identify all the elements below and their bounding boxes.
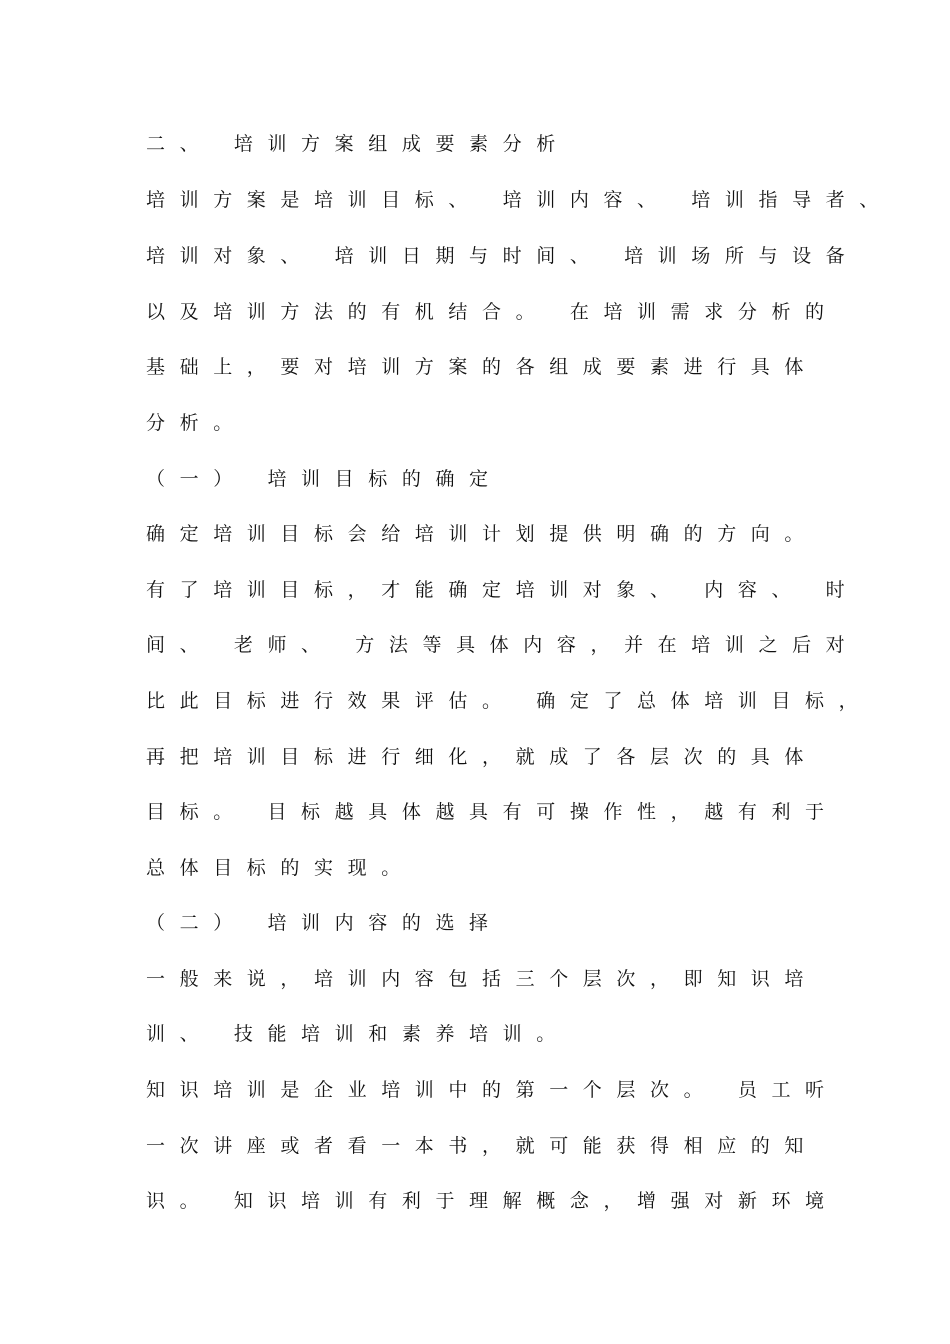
paragraph-line: 再把培训目标进行细化，就成了各层次的具体 bbox=[146, 746, 819, 768]
paragraph-line: 比此目标进行效果评估。 确定了总体培训目标， bbox=[146, 690, 873, 712]
paragraph-line: 一般来说，培训内容包括三个层次，即知识培 bbox=[146, 968, 819, 990]
paragraph-line: 目标。 目标越具体越具有可操作性，越有利于 bbox=[146, 801, 839, 823]
paragraph-line: 总体目标的实现。 bbox=[146, 857, 415, 879]
paragraph-line: 一次讲座或者看一本书，就可能获得相应的知 bbox=[146, 1135, 819, 1157]
subsection-heading: （一） 培训目标的确定 bbox=[146, 468, 503, 490]
paragraph-line: 间、 老师、 方法等具体内容，并在培训之后对 bbox=[146, 634, 860, 656]
paragraph-line: 识。 知识培训有利于理解概念，增强对新环境 bbox=[146, 1190, 839, 1212]
paragraph-line: 分析。 bbox=[146, 412, 247, 434]
section-heading: 二、 培训方案组成要素分析 bbox=[146, 133, 570, 155]
paragraph-line: 培训方案是培训目标、 培训内容、 培训指导者、 bbox=[146, 189, 893, 211]
paragraph-line: 知识培训是企业培训中的第一个层次。 员工听 bbox=[146, 1079, 839, 1101]
subsection-heading: （二） 培训内容的选择 bbox=[146, 912, 503, 934]
paragraph-line: 有了培训目标，才能确定培训对象、 内容、 时 bbox=[146, 579, 860, 601]
paragraph-line: 以及培训方法的有机结合。 在培训需求分析的 bbox=[146, 301, 839, 323]
paragraph-line: 训、 技能培训和素养培训。 bbox=[146, 1023, 570, 1045]
paragraph-line: 基础上，要对培训方案的各组成要素进行具体 bbox=[146, 356, 819, 378]
paragraph-line: 培训对象、 培训日期与时间、 培训场所与设备 bbox=[146, 245, 860, 267]
paragraph-line: 确定培训目标会给培训计划提供明确的方向。 bbox=[146, 523, 819, 545]
